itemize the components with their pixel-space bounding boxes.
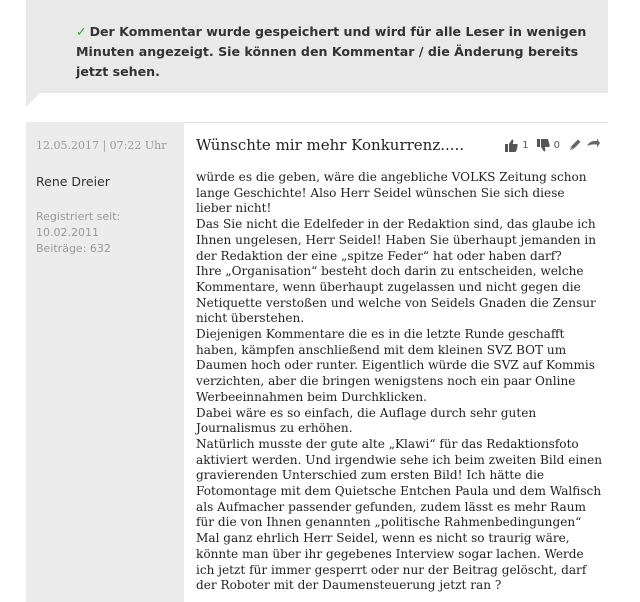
thumbs-down-icon[interactable] bbox=[537, 139, 550, 152]
author-name[interactable]: Rene Dreier bbox=[36, 174, 110, 189]
comment-paragraph: Natürlich musste der gute alte „Klawi“ für das Redaktionsfoto aktiviert werden. Und irgendwie sehe ich beim zweiten Bild einen gravierenden Unterschied zum ersten Bild! Ich hätte die Fotomontage mit dem Quietsche Entchen Paula und dem Walfisch als Aufmacher passender gefunden, zudem lässt es mehr Raum für die von Ihnen genannten „politische Rahmenbedingungen“ bbox=[196, 436, 603, 530]
comment-meta bbox=[26, 122, 184, 602]
post-count: Beiträge: 632 bbox=[36, 242, 111, 255]
checkmark-icon: ✓ bbox=[76, 24, 87, 39]
notice-message: Der Kommentar wurde gespeichert und wird für alle Leser in wenigen Minuten angezeigt. Sie können den Kommentar / die Änderung bereits jetzt sehen. bbox=[76, 24, 587, 79]
comment-paragraph: Dabei wäre es so einfach, die Auflage durch sehr guten Journalismus zu erhöhen. bbox=[196, 405, 537, 436]
comment-title: Wünschte mir mehr Konkurrenz..... bbox=[196, 136, 465, 154]
comment-paragraph: Diejenigen Kommentare die es in die letzte Runde geschafft haben, kämpfen anschließend mit dem kleinen SVZ BOT um Daumen hoch oder runter. Eigentlich würde die SVZ auf Kommis verzichten, aber die bringen wenigstens noch ein paar Online Werbeeinnahmen beim Durchklicken. bbox=[196, 327, 595, 404]
comment-date: 12.05.2017 | 07:22 Uhr bbox=[36, 139, 167, 152]
comment-body bbox=[184, 122, 608, 602]
dislike-count: 0 bbox=[553, 139, 560, 151]
comment-text bbox=[196, 170, 602, 594]
thumbs-up-icon[interactable] bbox=[505, 139, 518, 152]
comment-paragraph: Das Sie nicht die Edelfeder in der Redaktion sind, das glaube ich Ihnen ungelesen, Herr Seidel! Haben Sie überhaupt jemanden in der Redaktion der eine „spitze Feder“ hat oder haben darf? bbox=[196, 217, 597, 263]
notice-pointer bbox=[26, 93, 40, 107]
comment-paragraph: würde es die geben, wäre die angebliche VOLKS Zeitung schon lange Geschichte! Also Herr Seidel wünschen Sie sich diese lieber nicht! bbox=[196, 170, 587, 216]
comment-paragraph: Mal ganz ehrlich Herr Seidel, wenn es nicht so traurig wäre, könnte man über ihr gegebenes Interview sogar lachen. Werde ich jetzt für immer gesperrt oder nur der Beitrag gelöscht, darf der Roboter mit der Daumensteuerung jetzt ran ? bbox=[196, 531, 587, 593]
registered-since: Registriert seit: 10.02.2011 bbox=[36, 210, 121, 239]
pencil-icon[interactable] bbox=[568, 138, 582, 152]
comment-actions bbox=[505, 138, 600, 152]
author-stats bbox=[36, 209, 184, 257]
comment-paragraph: Ihre „Organisation“ besteht doch darin zu entscheiden, welche Kommentare, wenn überhaupt zugelassen und nicht gegen die Netiquette verstoßen und welche von Seidels Gnaden die Zensur nicht überstehen. bbox=[196, 264, 596, 326]
like-count: 1 bbox=[522, 139, 529, 151]
success-notice bbox=[26, 0, 608, 93]
reply-icon[interactable] bbox=[586, 138, 600, 152]
comment bbox=[26, 122, 608, 602]
